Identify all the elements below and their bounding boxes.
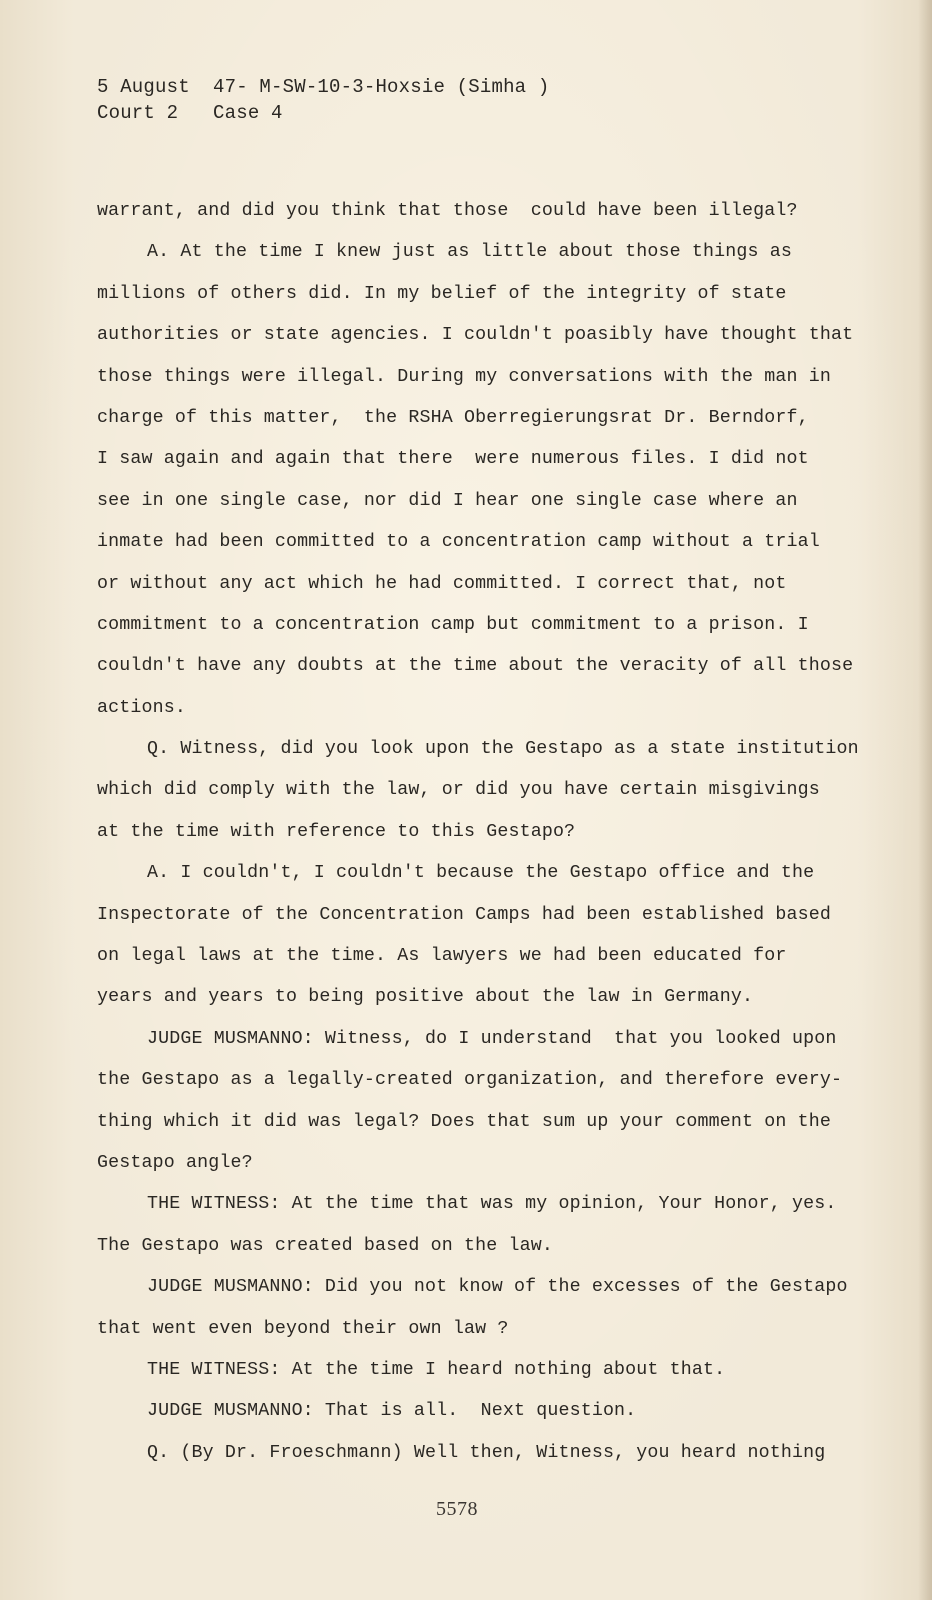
transcript-line: inmate had been committed to a concentration camp without a trial <box>97 532 820 553</box>
header-date-line: 5 August 47- M-SW-10-3-Hoxsie (Simha ) <box>97 76 550 98</box>
transcript-line: thing which it did was legal? Does that sum up your comment on the <box>97 1111 831 1132</box>
transcript-line: years and years to being positive about the law in Germany. <box>97 987 754 1008</box>
transcript-line: commitment to a concentration camp but commitment to a prison. I <box>97 614 809 635</box>
transcript-line: the Gestapo as a legally-created organization, and therefore every- <box>97 1070 843 1091</box>
transcript-line: I saw again and again that there were numerous files. I did not <box>97 449 809 470</box>
transcript-line: Q. (By Dr. Froeschmann) Well then, Witness, you heard nothing <box>147 1442 826 1463</box>
page-edge-shadow <box>918 0 932 1600</box>
transcript-line: authorities or state agencies. I couldn't poasibly have thought that <box>97 325 854 346</box>
transcript-line: see in one single case, nor did I hear one single case where an <box>97 490 798 511</box>
transcript-line: or without any act which he had committed. I correct that, not <box>97 573 787 594</box>
header-court-line: Court 2 Case 4 <box>97 102 283 124</box>
transcript-line: JUDGE MUSMANNO: Witness, do I understand that you looked upon <box>147 1028 837 1049</box>
page-number: 5578 <box>436 1498 478 1520</box>
transcript-line: those things were illegal. During my conversations with the man in <box>97 366 831 387</box>
transcript-line: which did comply with the law, or did you have certain misgivings <box>97 780 820 801</box>
transcript-line: millions of others did. In my belief of the integrity of state <box>97 283 787 304</box>
transcript-line: Gestapo angle? <box>97 1152 253 1173</box>
transcript-line: JUDGE MUSMANNO: That is all. Next question. <box>147 1401 637 1422</box>
transcript-line: A. At the time I knew just as little about those things as <box>147 242 792 263</box>
transcript-line: that went even beyond their own law ? <box>97 1318 509 1339</box>
document-header <box>97 74 549 126</box>
transcript-line: THE WITNESS: At the time I heard nothing about that. <box>147 1359 726 1380</box>
transcript-line: THE WITNESS: At the time that was my opinion, Your Honor, yes. <box>147 1194 837 1215</box>
transcript-body <box>97 196 859 1479</box>
transcript-line: warrant, and did you think that those could have been illegal? <box>97 201 798 221</box>
transcript-line: actions. <box>97 697 186 718</box>
transcript-line: charge of this matter, the RSHA Oberregierungsrat Dr. Berndorf, <box>97 407 809 428</box>
transcript-line: at the time with reference to this Gestapo? <box>97 821 576 842</box>
transcript-line: JUDGE MUSMANNO: Did you not know of the excesses of the Gestapo <box>147 1277 848 1298</box>
transcript-line: Inspectorate of the Concentration Camps had been established based <box>97 904 831 925</box>
transcript-line: The Gestapo was created based on the law. <box>97 1235 553 1256</box>
transcript-line: on legal laws at the time. As lawyers we had been educated for <box>97 946 787 967</box>
transcript-line: Q. Witness, did you look upon the Gestapo as a state institution <box>147 739 859 760</box>
transcript-line: A. I couldn't, I couldn't because the Gestapo office and the <box>147 863 815 884</box>
transcript-line: couldn't have any doubts at the time about the veracity of all those <box>97 656 854 677</box>
